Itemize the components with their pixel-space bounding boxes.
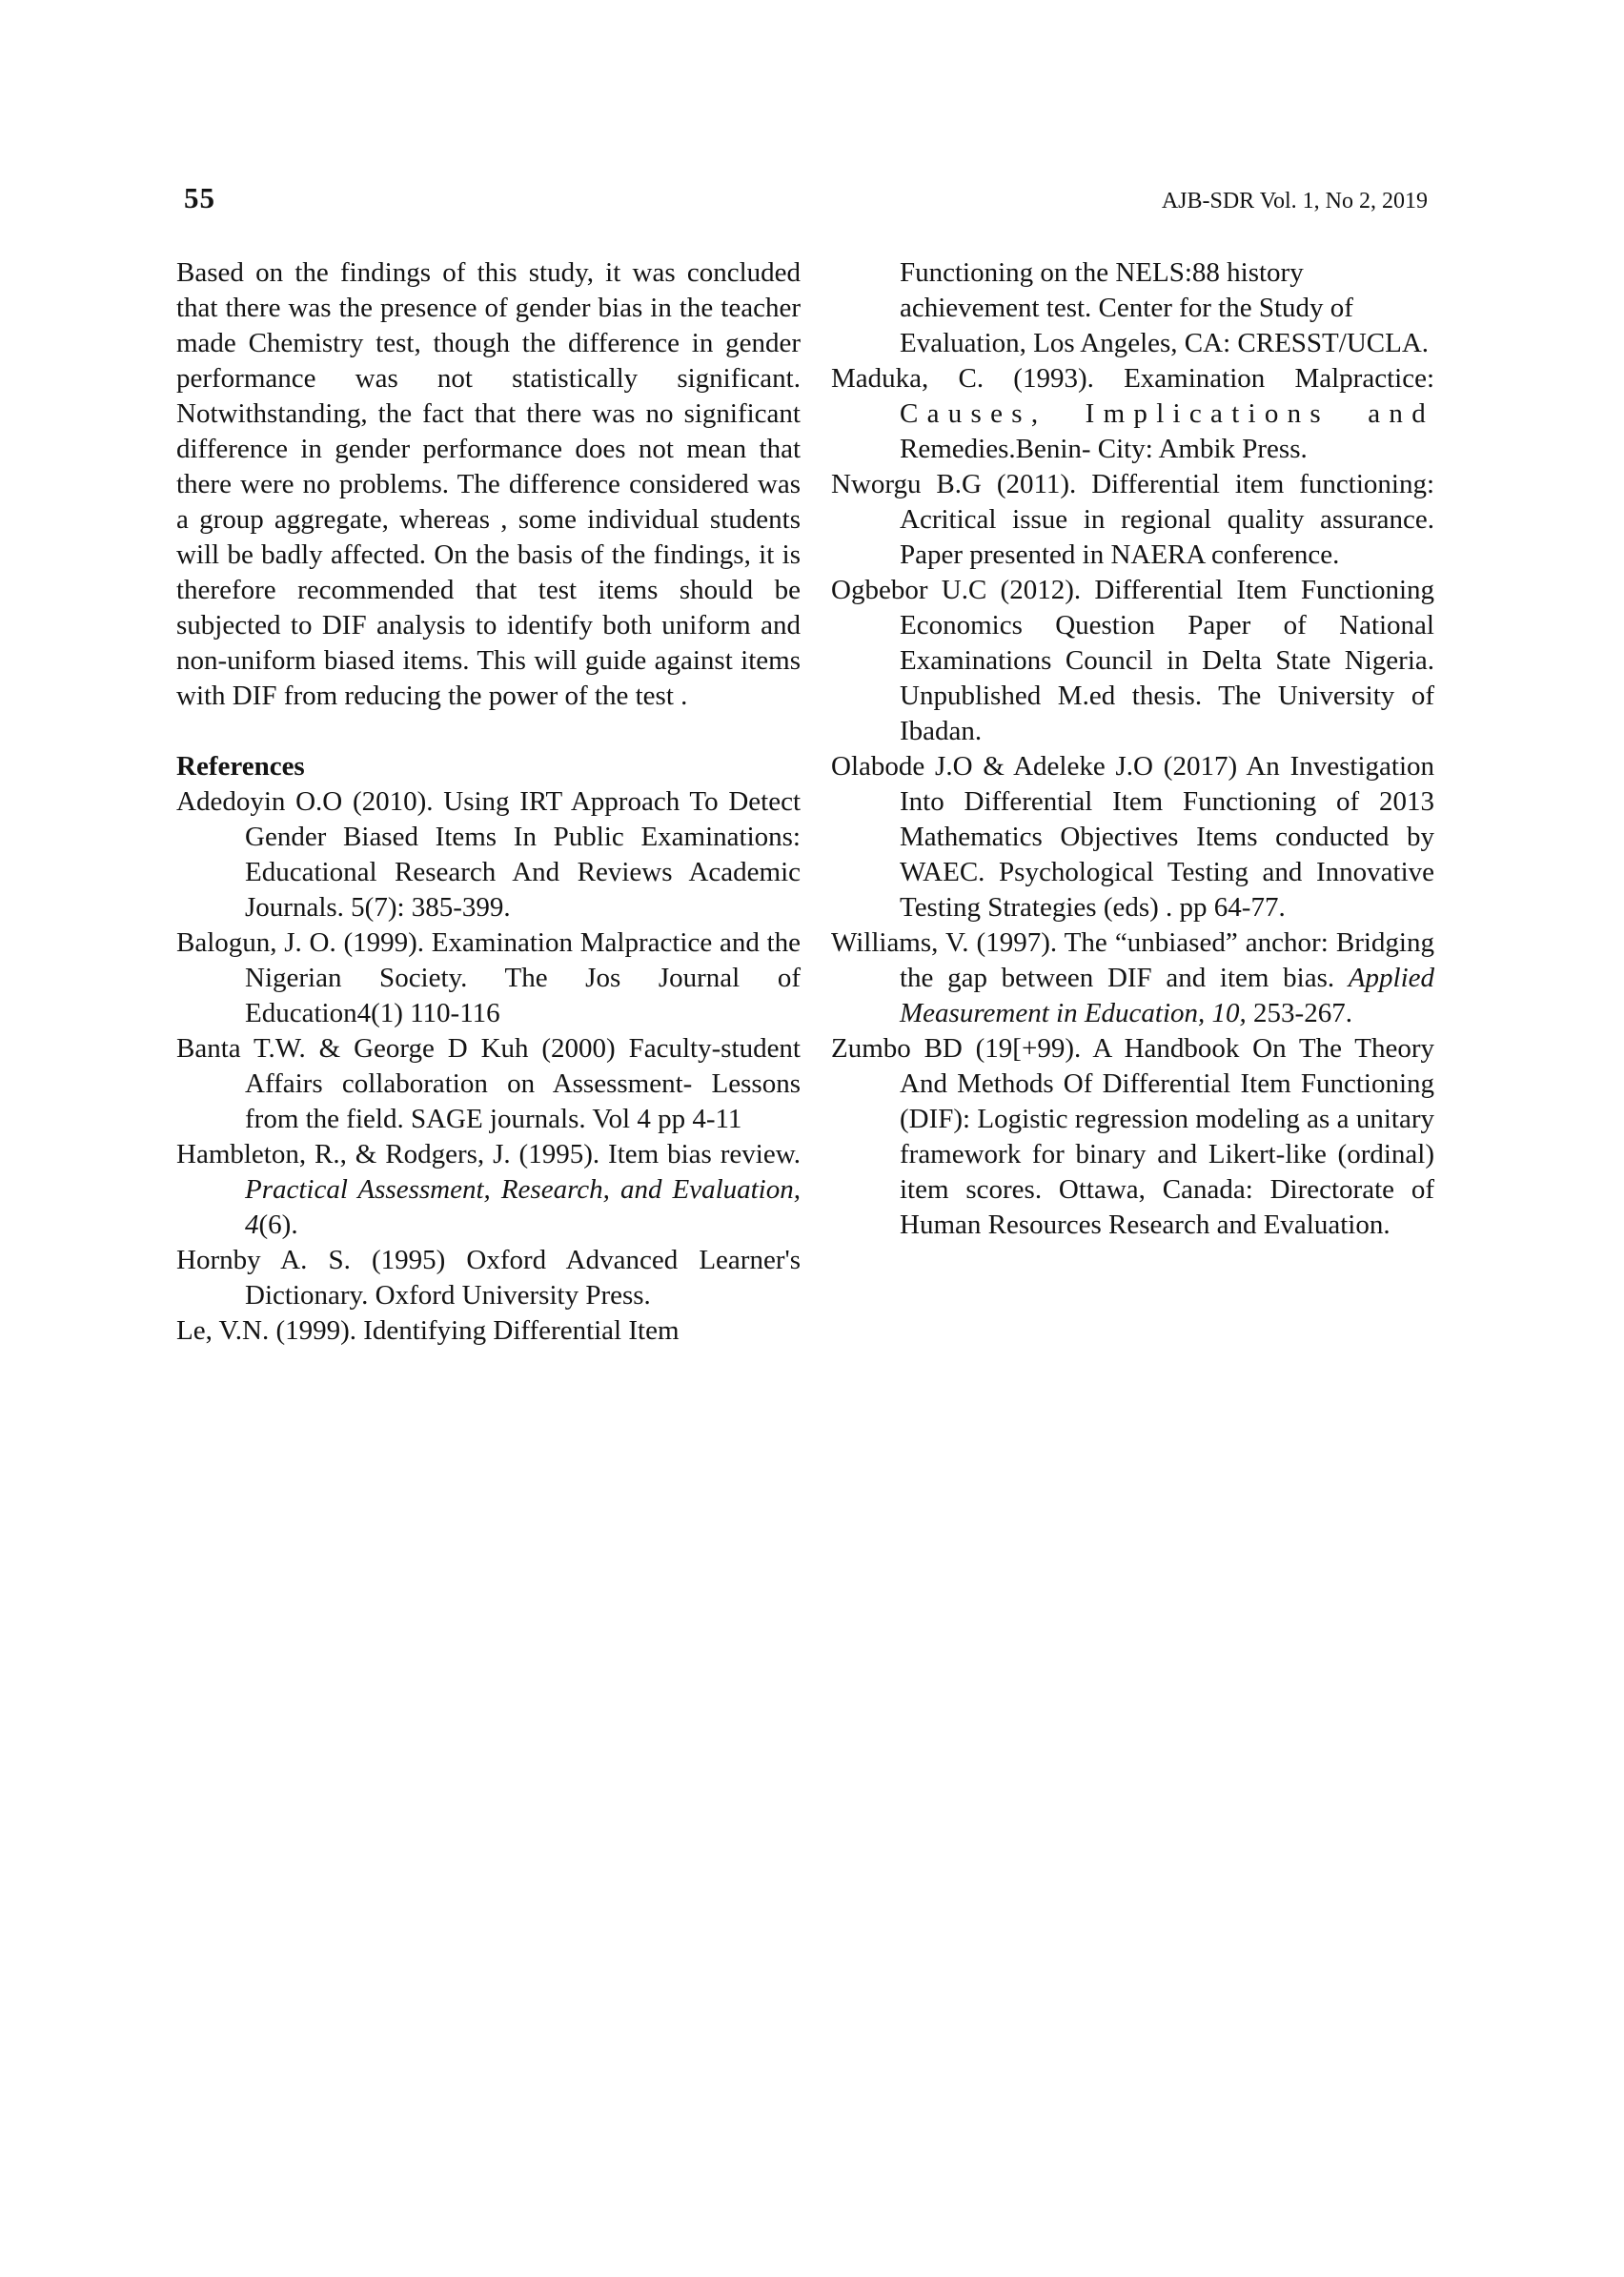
conclusion-paragraph: Based on the findings of this study, it was concluded that there was the presence of gender bias in the teacher made Chemistry test, though the difference in gender performance was not statistically significant. Notwithstanding, the fact that there was no significant difference in gender performance does not mean that there were no problems. The difference considered was a group aggregate, whereas , some individual students will be badly affected. On the basis of the findings, it is therefore recommended that test items should be subjected to DIF analysis to identify both uniform and non-uniform biased items. This will guide against items with DIF from reducing the power of the test . — [176, 257, 801, 711]
reference-zumbo: Zumbo BD (19[+99). A Handbook On The Theory And Methods Of Differential Item Functioning (DIF): Logistic regression modeling as a unitary framework for binary and Likert-like (ordinal) item scores. Ottawa, Canada: Directorate of Human Resources Research and Evaluation. — [831, 1033, 1434, 1240]
reference-journal-title-italic: Practical Assessment, Research, and Evaluation, 4 — [245, 1174, 801, 1240]
reference-text-segment: Williams, V. (1997). The “unbiased” anchor: Bridging the gap between DIF and item bias. — [831, 927, 1434, 993]
reference-le: Le, V.N. (1999). Identifying Differential Item — [176, 1315, 680, 1346]
reference-le-continuation: Functioning on the NELS:88 history achievement test. Center for the Study of Evaluation, Los Angeles, CA: CRESST/UCLA. — [900, 257, 1430, 358]
reference-adedoyin: Adedoyin O.O (2010). Using IRT Approach To Detect Gender Biased Items In Public Examinations: Educational Research And Reviews Academic Journals. 5(7): 385-399. — [176, 786, 801, 923]
reference-hambleton — [176, 1137, 801, 1243]
left-column — [176, 255, 801, 1349]
reference-text-segment: Hambleton, R., & Rodgers, J. (1995). Item bias review. — [176, 1139, 801, 1169]
journal-volume-header: AJB-SDR Vol. 1, No 2, 2019 — [1161, 189, 1428, 213]
page-number: 55 — [184, 181, 215, 214]
reference-williams — [831, 925, 1434, 1031]
article-body — [176, 255, 1434, 1349]
reference-maduka — [831, 361, 1434, 467]
reference-text-segment: Remedies.Benin- City: Ambik Press. — [900, 434, 1308, 464]
reference-text-segment: 253-267. — [1246, 998, 1352, 1028]
reference-ogbebor: Ogbebor U.C (2012). Differential Item Functioning Economics Question Paper of National Examinations Council in Delta State Nigeria. Unpublished M.ed thesis. The University of Ibadan. — [831, 575, 1434, 746]
right-column — [831, 255, 1434, 1349]
reference-text-segment: (6). — [258, 1210, 298, 1240]
reference-journal-title-italic: Applied Measurement in Education, 10, — [900, 963, 1434, 1028]
page-header — [184, 181, 1428, 215]
reference-letterspaced-segment: Causes, Implications and — [900, 398, 1434, 429]
reference-banta: Banta T.W. & George D Kuh (2000) Faculty-student Affairs collaboration on Assessment- Lessons from the field. SAGE journals. Vol 4 pp 4-11 — [176, 1033, 801, 1134]
reference-nworgu: Nworgu B.G (2011). Differential item functioning: Acritical issue in regional quality assurance. Paper presented in NAERA conference. — [831, 469, 1434, 570]
reference-text-segment: Maduka, C. (1993). Examination Malpractice: — [831, 363, 1434, 394]
reference-balogun: Balogun, J. O. (1999). Examination Malpractice and the Nigerian Society. The Jos Journal of Education4(1) 110-116 — [176, 927, 801, 1028]
reference-olabode: Olabode J.O & Adeleke J.O (2017) An Investigation Into Differential Item Functioning of 2013 Mathematics Objectives Items conducted by WAEC. Psychological Testing and Innovative Testing Strategies (eds) . pp 64-77. — [831, 751, 1434, 923]
references-heading: References — [176, 751, 305, 782]
reference-hornby: Hornby A. S. (1995) Oxford Advanced Learner's Dictionary. Oxford University Press. — [176, 1245, 801, 1311]
